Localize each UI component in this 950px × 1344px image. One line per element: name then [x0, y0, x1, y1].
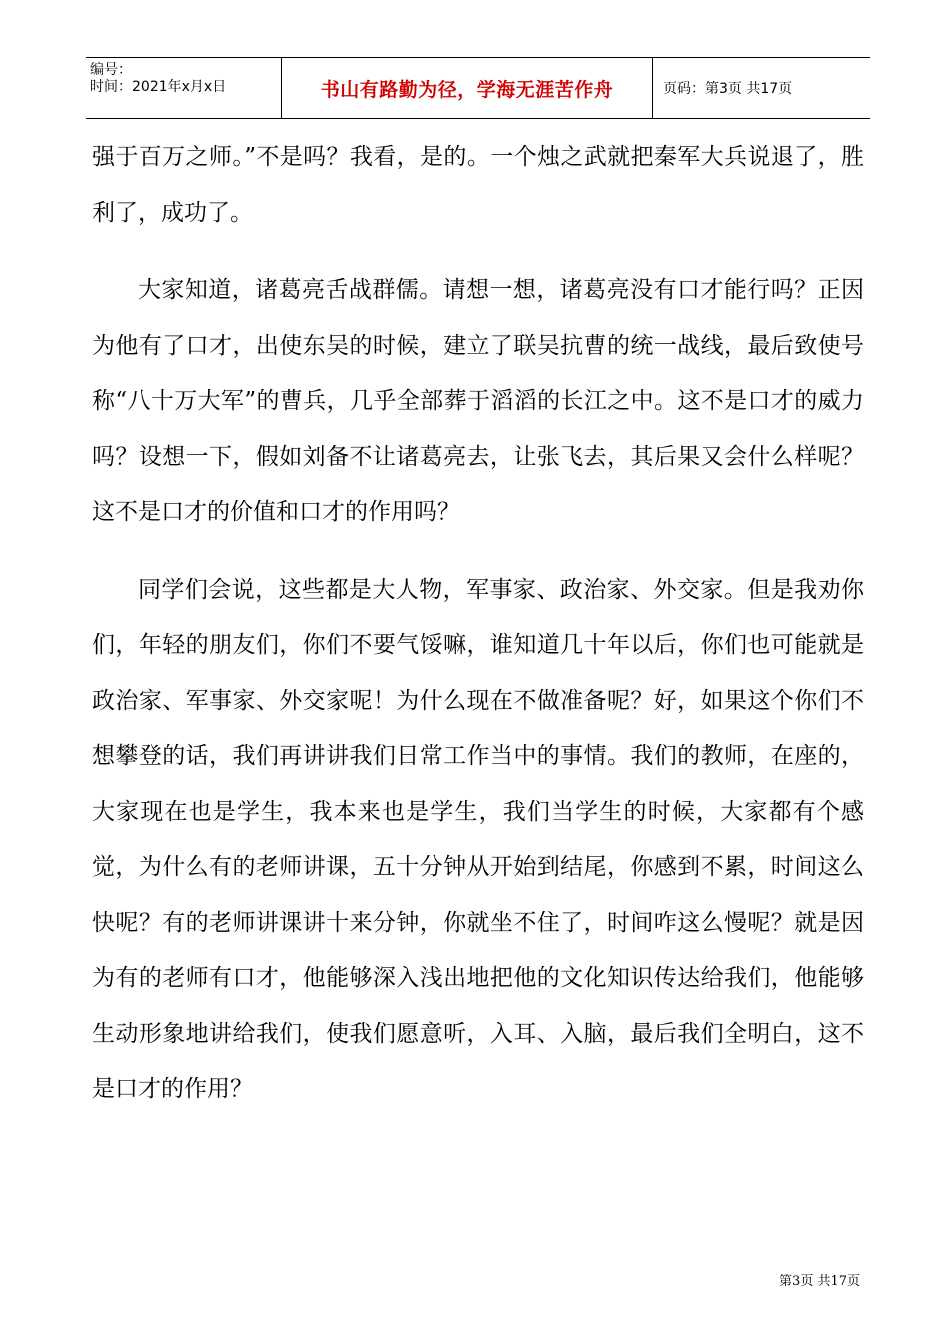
page-header [86, 57, 870, 119]
page-footer: 第3页 共17页 [779, 1274, 860, 1289]
paragraph-2: 大家知道，诸葛亮舌战群儒。请想一想，诸葛亮没有口才能行吗？正因为他有了口才，出使东吴的时候，建立了联吴抗曹的统一战线，最后致使号称“八十万大军”的曹兵，几乎全部葬于滔滔的长江之中。这不是口才的威力吗？设想一下，假如刘备不让诸葛亮去，让张飞去，其后果又会什么样呢？这不是口才的价值和口才的作用吗？ [92, 277, 864, 525]
header-motto: 书山有路勤为径，学海无涯苦作舟 [282, 58, 653, 118]
paragraph-1: 强于百万之师。”不是吗？我看，是的。一个烛之武就把秦军大兵说退了，胜利了，成功了。 [92, 144, 864, 226]
header-meta [86, 58, 282, 118]
document-body [92, 130, 864, 1118]
serial-number-label: 编号： [90, 62, 132, 78]
paragraph-3: 同学们会说，这些都是大人物，军事家、政治家、外交家。但是我劝你们，年轻的朋友们，你们不要气馁嘛，谁知道几十年以后，你们也可能就是政治家、军事家、外交家呢！为什么现在不做准备呢？好，如果这个你们不想攀登的话，我们再讲讲我们日常工作当中的事情。我们的教师，在座的，大家现在也是学生，我本来也是学生，我们当学生的时候，大家都有个感觉，为什么有的老师讲课，五十分钟从开始到结尾，你感到不累，时间这么快呢？有的老师讲课讲十来分钟，你就坐不住了，时间咋这么慢呢？就是因为有的老师有口才，他能够深入浅出地把他的文化知识传达给我们，他能够生动形象地讲给我们，使我们愿意听，入耳、入脑，最后我们全明白，这不是口才的作用？ [92, 576, 864, 1102]
header-page-info: 页码：第3页 共17页 [663, 81, 793, 97]
date-label: 时间：2021年x月x日 [90, 79, 227, 95]
